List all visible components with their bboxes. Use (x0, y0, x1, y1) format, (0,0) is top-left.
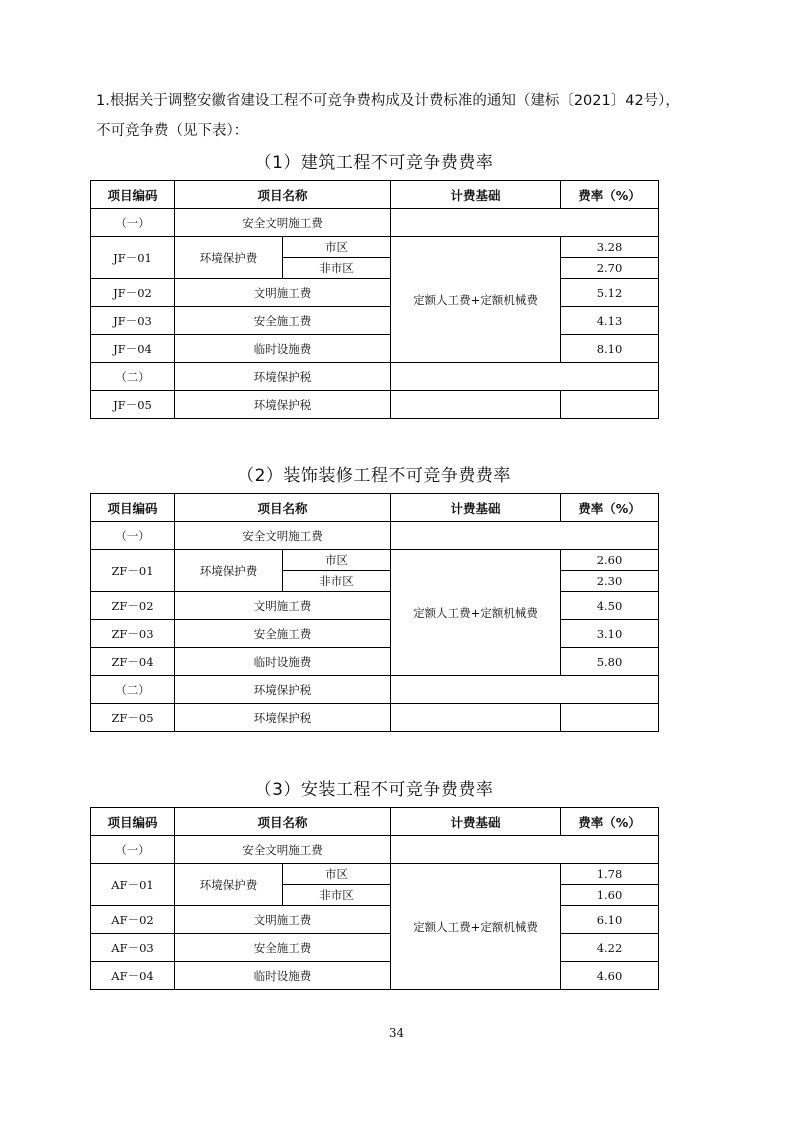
cat2-code: （二） (91, 676, 175, 704)
env-fee: 环境保护费 (175, 237, 283, 279)
nonurban-label: 非市区 (283, 885, 391, 906)
header-code: 项目编码 (91, 808, 175, 836)
temp-fee: 临时设施费 (175, 962, 391, 990)
env-tax: 环境保护税 (175, 391, 391, 419)
env-tax: 环境保护税 (175, 704, 391, 732)
code-03: JF－03 (91, 307, 175, 335)
rate-urban: 1.78 (561, 864, 659, 885)
code-01: AF－01 (91, 864, 175, 906)
code-03: AF－03 (91, 934, 175, 962)
civil-fee: 文明施工费 (175, 279, 391, 307)
temp-fee: 临时设施费 (175, 648, 391, 676)
rate-safety: 4.22 (561, 934, 659, 962)
rate-safety: 3.10 (561, 620, 659, 648)
rate-urban: 2.60 (561, 550, 659, 571)
code-02: ZF－02 (91, 592, 175, 620)
cat1-code: （一） (91, 836, 175, 864)
header-code: 项目编码 (91, 181, 175, 209)
urban-label: 市区 (283, 864, 391, 885)
empty-cell (391, 676, 659, 704)
code-02: AF－02 (91, 906, 175, 934)
table-3 (90, 807, 659, 990)
rate-civil: 5.12 (561, 279, 659, 307)
env-fee: 环境保护费 (175, 864, 283, 906)
header-rate: 费率（%） (561, 494, 659, 522)
header-rate: 费率（%） (561, 181, 659, 209)
cat2-name: 环境保护税 (175, 676, 391, 704)
rate-nonurban: 1.60 (561, 885, 659, 906)
empty-cell (391, 704, 561, 732)
header-name: 项目名称 (175, 494, 391, 522)
urban-label: 市区 (283, 237, 391, 258)
basis-cell: 定额人工费+定额机械费 (391, 237, 561, 363)
header-code: 项目编码 (91, 494, 175, 522)
table-1 (90, 180, 659, 419)
nonurban-label: 非市区 (283, 571, 391, 592)
header-basis: 计费基础 (391, 494, 561, 522)
empty-cell (391, 391, 561, 419)
cat2-name: 环境保护税 (175, 363, 391, 391)
table-2 (90, 493, 659, 732)
cat1-name: 安全文明施工费 (175, 209, 391, 237)
cat1-name: 安全文明施工费 (175, 836, 391, 864)
empty-cell (391, 363, 659, 391)
env-fee: 环境保护费 (175, 550, 283, 592)
header-name: 项目名称 (175, 808, 391, 836)
code-05: ZF－05 (91, 704, 175, 732)
basis-cell: 定额人工费+定额机械费 (391, 864, 561, 990)
temp-fee: 临时设施费 (175, 335, 391, 363)
intro-paragraph (96, 86, 756, 146)
intro-line-2: 不可竞争费（见下表）： (96, 123, 249, 139)
safety-fee: 安全施工费 (175, 620, 391, 648)
code-01: JF－01 (91, 237, 175, 279)
page-number: 34 (388, 1026, 405, 1040)
code-05: JF－05 (91, 391, 175, 419)
civil-fee: 文明施工费 (175, 906, 391, 934)
intro-line-1: 1.根据关于调整安徽省建设工程不可竞争费构成及计费标准的通知（建标〔2021〕42号）， (96, 93, 680, 109)
rate-nonurban: 2.70 (561, 258, 659, 279)
empty-cell (391, 522, 659, 550)
urban-label: 市区 (283, 550, 391, 571)
header-basis: 计费基础 (391, 181, 561, 209)
header-rate: 费率（%） (561, 808, 659, 836)
safety-fee: 安全施工费 (175, 934, 391, 962)
rate-nonurban: 2.30 (561, 571, 659, 592)
rate-temp: 8.10 (561, 335, 659, 363)
rate-temp: 4.60 (561, 962, 659, 990)
code-01: ZF－01 (91, 550, 175, 592)
safety-fee: 安全施工费 (175, 307, 391, 335)
cat1-code: （一） (91, 522, 175, 550)
rate-safety: 4.13 (561, 307, 659, 335)
code-04: ZF－04 (91, 648, 175, 676)
basis-cell: 定额人工费+定额机械费 (391, 550, 561, 676)
code-04: AF－04 (91, 962, 175, 990)
cat1-code: （一） (91, 209, 175, 237)
rate-civil: 6.10 (561, 906, 659, 934)
civil-fee: 文明施工费 (175, 592, 391, 620)
rate-temp: 5.80 (561, 648, 659, 676)
table-2-title: （2）装饰装修工程不可竞争费费率 (237, 466, 511, 486)
rate-civil: 4.50 (561, 592, 659, 620)
rate-urban: 3.28 (561, 237, 659, 258)
empty-cell (561, 704, 659, 732)
code-04: JF－04 (91, 335, 175, 363)
header-name: 项目名称 (175, 181, 391, 209)
table-3-title: （3）安装工程不可竞争费费率 (254, 780, 494, 800)
empty-cell (391, 836, 659, 864)
cat1-name: 安全文明施工费 (175, 522, 391, 550)
empty-cell (561, 391, 659, 419)
table-1-title: （1）建筑工程不可竞争费费率 (254, 153, 494, 173)
empty-cell (391, 209, 659, 237)
header-basis: 计费基础 (391, 808, 561, 836)
nonurban-label: 非市区 (283, 258, 391, 279)
cat2-code: （二） (91, 363, 175, 391)
code-03: ZF－03 (91, 620, 175, 648)
code-02: JF－02 (91, 279, 175, 307)
